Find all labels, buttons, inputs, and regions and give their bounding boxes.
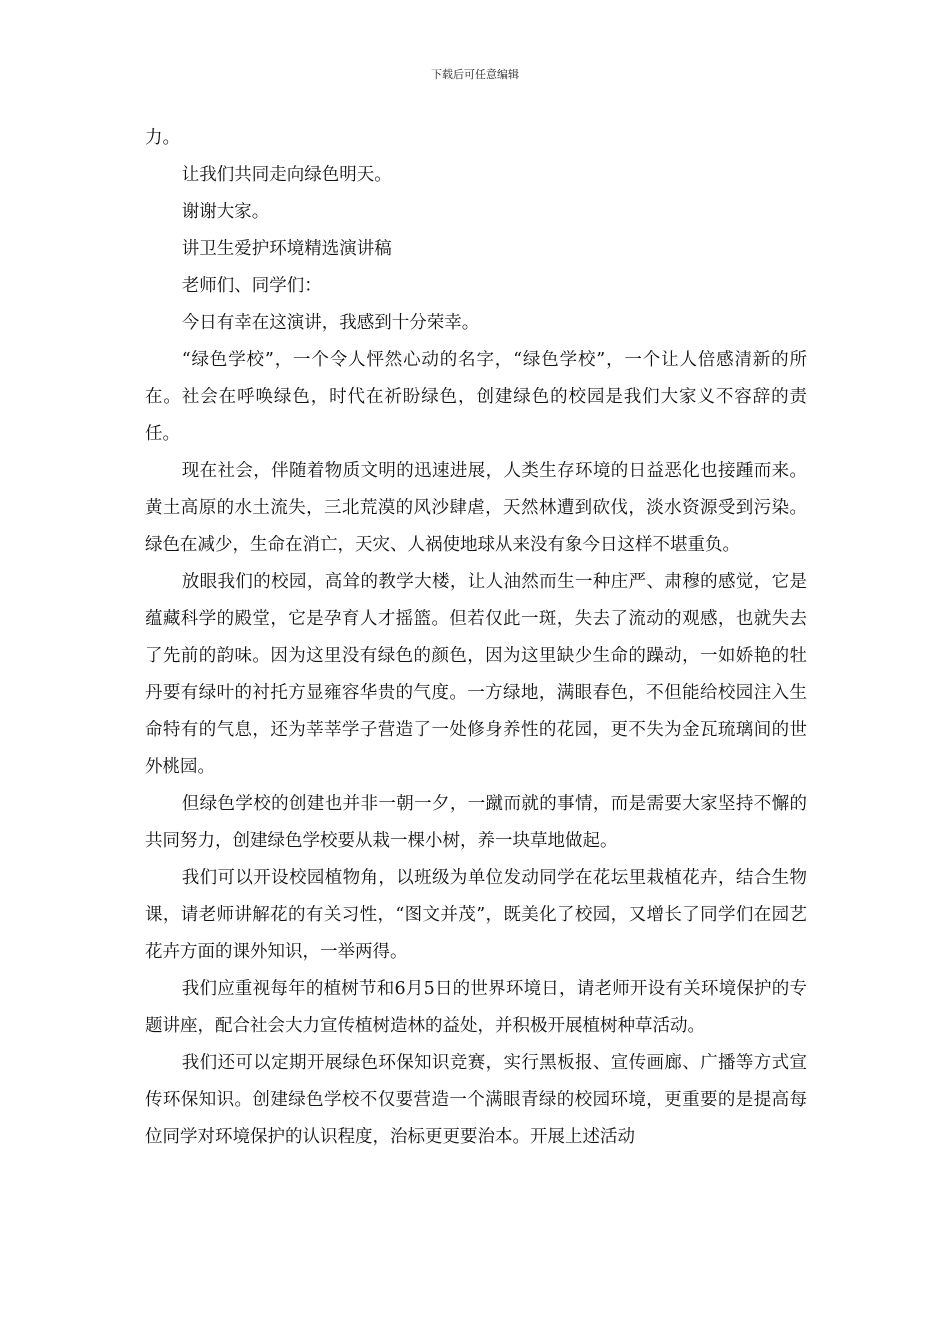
paragraph: 谢谢大家。 [181,202,270,222]
paragraph-continuation: 力。 [145,128,180,148]
paragraph: 今日有幸在这演讲，我感到十分荣幸。 [181,313,480,333]
paragraph: 放眼我们的校园，高耸的教学大楼，让人油然而生一种庄严、肃穆的感觉，它是蕴藏科学的殿堂，它是孕育人才摇篮。但若仅此一斑，失去了流动的观感，也就失去了先前的韵味。因为这里没有绿色的颜色，因为这里缺少生命的躁动，一如娇艳的牡丹要有绿叶的衬托方显雍容华贵的气度。一方绿地，满眼春色，不但能给校园注入生命特有的气息，还为莘莘学子营造了一处修身养性的花园，更不失为金瓦琉璃间的世外桃园。 [145,572,807,777]
document-body [145,120,807,1156]
paragraph: 我们可以开设校园植物角，以班级为单位发动同学在花坛里栽植花卉，结合生物课，请老师讲解花的有关习性，“图文并茂”，既美化了校园，又增长了同学们在园艺花卉方面的课外知识，一举两得。 [145,868,807,962]
section-title: 讲卫生爱护环境精选演讲稿 [181,239,392,259]
paragraph: “绿色学校”，一个令人怦然心动的名字，“绿色学校”，一个让人倍感清新的所在。社会在呼唤绿色，时代在祈盼绿色，创建绿色的校园是我们大家义不容辞的责任。 [145,350,807,444]
salutation: 老师们、同学们： [181,276,322,296]
page-header: 下载后可任意编辑 [431,68,519,81]
paragraph: 现在社会，伴随着物质文明的迅速进展，人类生存环境的日益恶化也接踵而来。黄土高原的水土流失，三北荒漠的风沙肆虐，天然林遭到砍伐，淡水资源受到污染。绿色在减少，生命在消亡，天灾、人祸使地球从来没有象今日这样不堪重负。 [145,461,807,555]
paragraph: 让我们共同走向绿色明天。 [181,165,392,185]
paragraph: 我们应重视每年的植树节和6月5日的世界环境日，请老师开设有关环境保护的专题讲座，配合社会大力宣传植树造林的益处，并积极开展植树种草活动。 [145,979,807,1036]
paragraph: 我们还可以定期开展绿色环保知识竞赛，实行黑板报、宣传画廊、广播等方式宣传环保知识。创建绿色学校不仅要营造一个满眼青绿的校园环境，更重要的是提高每位同学对环境保护的认识程度，治标更更要治本。开展上述活动 [145,1053,807,1147]
paragraph: 但绿色学校的创建也并非一朝一夕，一蹴而就的事情，而是需要大家坚持不懈的共同努力，创建绿色学校要从栽一棵小树，养一块草地做起。 [145,794,807,851]
